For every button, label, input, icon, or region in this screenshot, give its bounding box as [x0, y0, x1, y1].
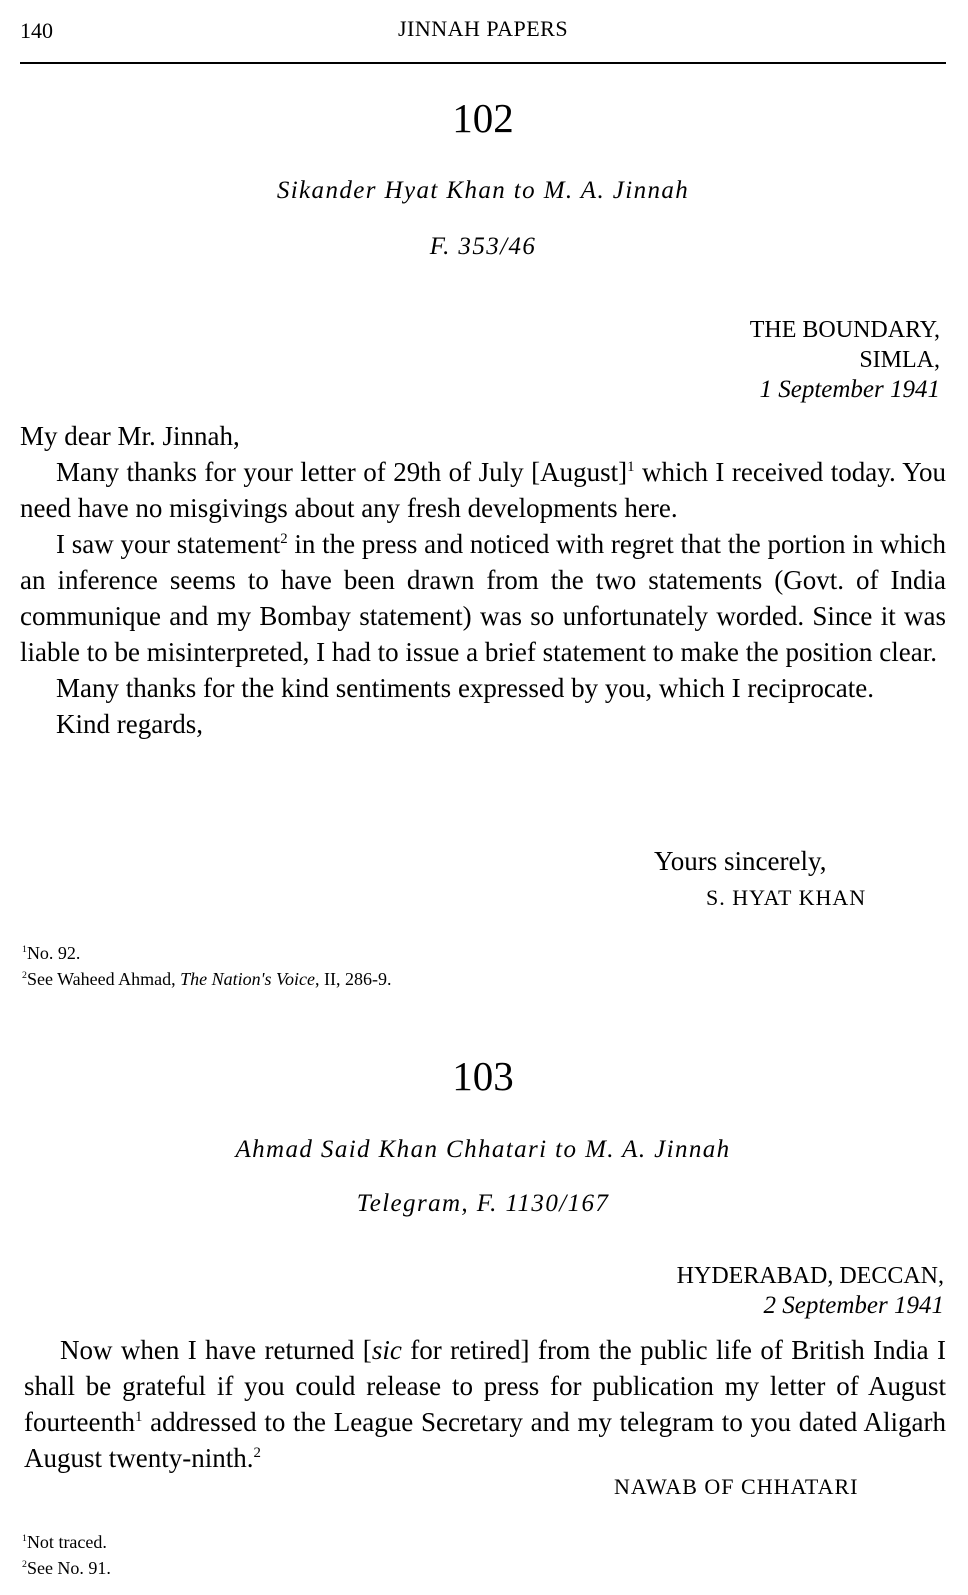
footnote-marker: 2	[22, 1559, 27, 1570]
footnote-text: See Waheed Ahmad,	[26, 969, 181, 989]
document-title: Sikander Hyat Khan to M. A. Jinnah	[276, 177, 690, 204]
sic-italic: sic	[371, 1335, 402, 1365]
footnote-ref: 1	[627, 459, 635, 475]
document-102-ref-block	[20, 233, 946, 261]
document-number: 102	[452, 95, 514, 141]
footnotes-102	[22, 940, 391, 992]
address-line: HYDERABAD, DECCAN,	[676, 1263, 944, 1289]
paragraph-text: for retired] from the public life of British India I shall be grateful if you could release to press for publication my letter of August fourteenth	[24, 1335, 946, 1437]
footnotes-103	[22, 1529, 111, 1581]
footnote	[22, 1555, 111, 1581]
document-103-ref-block	[20, 1190, 946, 1218]
footnote-text: See No. 91.	[26, 1558, 111, 1578]
address-line: THE BOUNDARY,	[749, 317, 940, 343]
regards: Kind regards,	[56, 709, 203, 739]
file-reference: Telegram, F. 1130/167	[356, 1190, 610, 1217]
footnote	[22, 966, 391, 992]
document-102-number-block	[20, 95, 946, 141]
footnote-text: , II, 286-9.	[314, 969, 392, 989]
telegram-body	[24, 1332, 946, 1476]
paragraph-text: I saw your statement	[56, 529, 281, 559]
paragraph-text: addressed to the League Secretary and my telegram to you dated Aligarh August twenty-ninth.	[24, 1407, 946, 1473]
running-title: JINNAH PAPERS	[397, 16, 569, 41]
footnote-marker: 1	[22, 944, 27, 955]
paragraph-text: which I received today. You need have no misgivings about any fresh developments here.	[20, 457, 946, 523]
footnote-text: No. 92.	[26, 943, 81, 963]
document-103-title-block	[20, 1136, 946, 1164]
letter-date: 2 September 1941	[763, 1292, 944, 1319]
paragraph-text: Now when I have returned [	[60, 1335, 372, 1365]
document-102-title-block	[20, 177, 946, 205]
closing: Yours sincerely,	[654, 846, 827, 876]
footnote-ref: 2	[280, 531, 288, 547]
paragraph: Many thanks for the kind sentiments expressed by you, which I reciprocate.	[56, 673, 875, 703]
footnote-marker: 1	[22, 1533, 27, 1544]
file-reference: F. 353/46	[429, 233, 537, 260]
document-103-number-block	[20, 1053, 946, 1099]
address-line: SIMLA,	[859, 347, 940, 373]
signature: S. HYAT KHAN	[706, 885, 867, 910]
letter-date: 1 September 1941	[759, 376, 940, 403]
footnote-ref: 1	[134, 1409, 143, 1425]
sender-address	[20, 1261, 944, 1321]
paragraph	[20, 526, 946, 670]
paragraph	[24, 1332, 946, 1476]
footnote	[22, 1529, 111, 1555]
footnote-marker: 2	[22, 970, 27, 981]
header-rule	[20, 62, 946, 64]
salutation: My dear Mr. Jinnah,	[20, 421, 240, 451]
footnote-text: Not traced.	[26, 1532, 107, 1552]
signature: NAWAB OF CHHATARI	[614, 1474, 859, 1499]
document-number: 103	[452, 1053, 514, 1099]
paragraph	[20, 454, 946, 526]
paragraph-text: in the press and noticed with regret that the portion in which an inference seems to have been drawn from the two statements (Govt. of India communique and my Bombay statement) was so unfortunately worded. Since it was liable to be misinterpreted, I had to issue a brief statement to make the position clear.	[20, 529, 946, 667]
book-title: The Nation's Voice	[180, 969, 315, 989]
sender-address	[20, 315, 940, 405]
running-header	[20, 14, 946, 48]
letter-body	[20, 418, 946, 742]
document-title: Ahmad Said Khan Chhatari to M. A. Jinnah	[235, 1136, 731, 1163]
page-number: 140	[20, 18, 53, 43]
footnote	[22, 940, 391, 966]
footnote-ref: 2	[253, 1445, 261, 1461]
paragraph-text: Many thanks for your letter of 29th of July [August]	[56, 457, 628, 487]
